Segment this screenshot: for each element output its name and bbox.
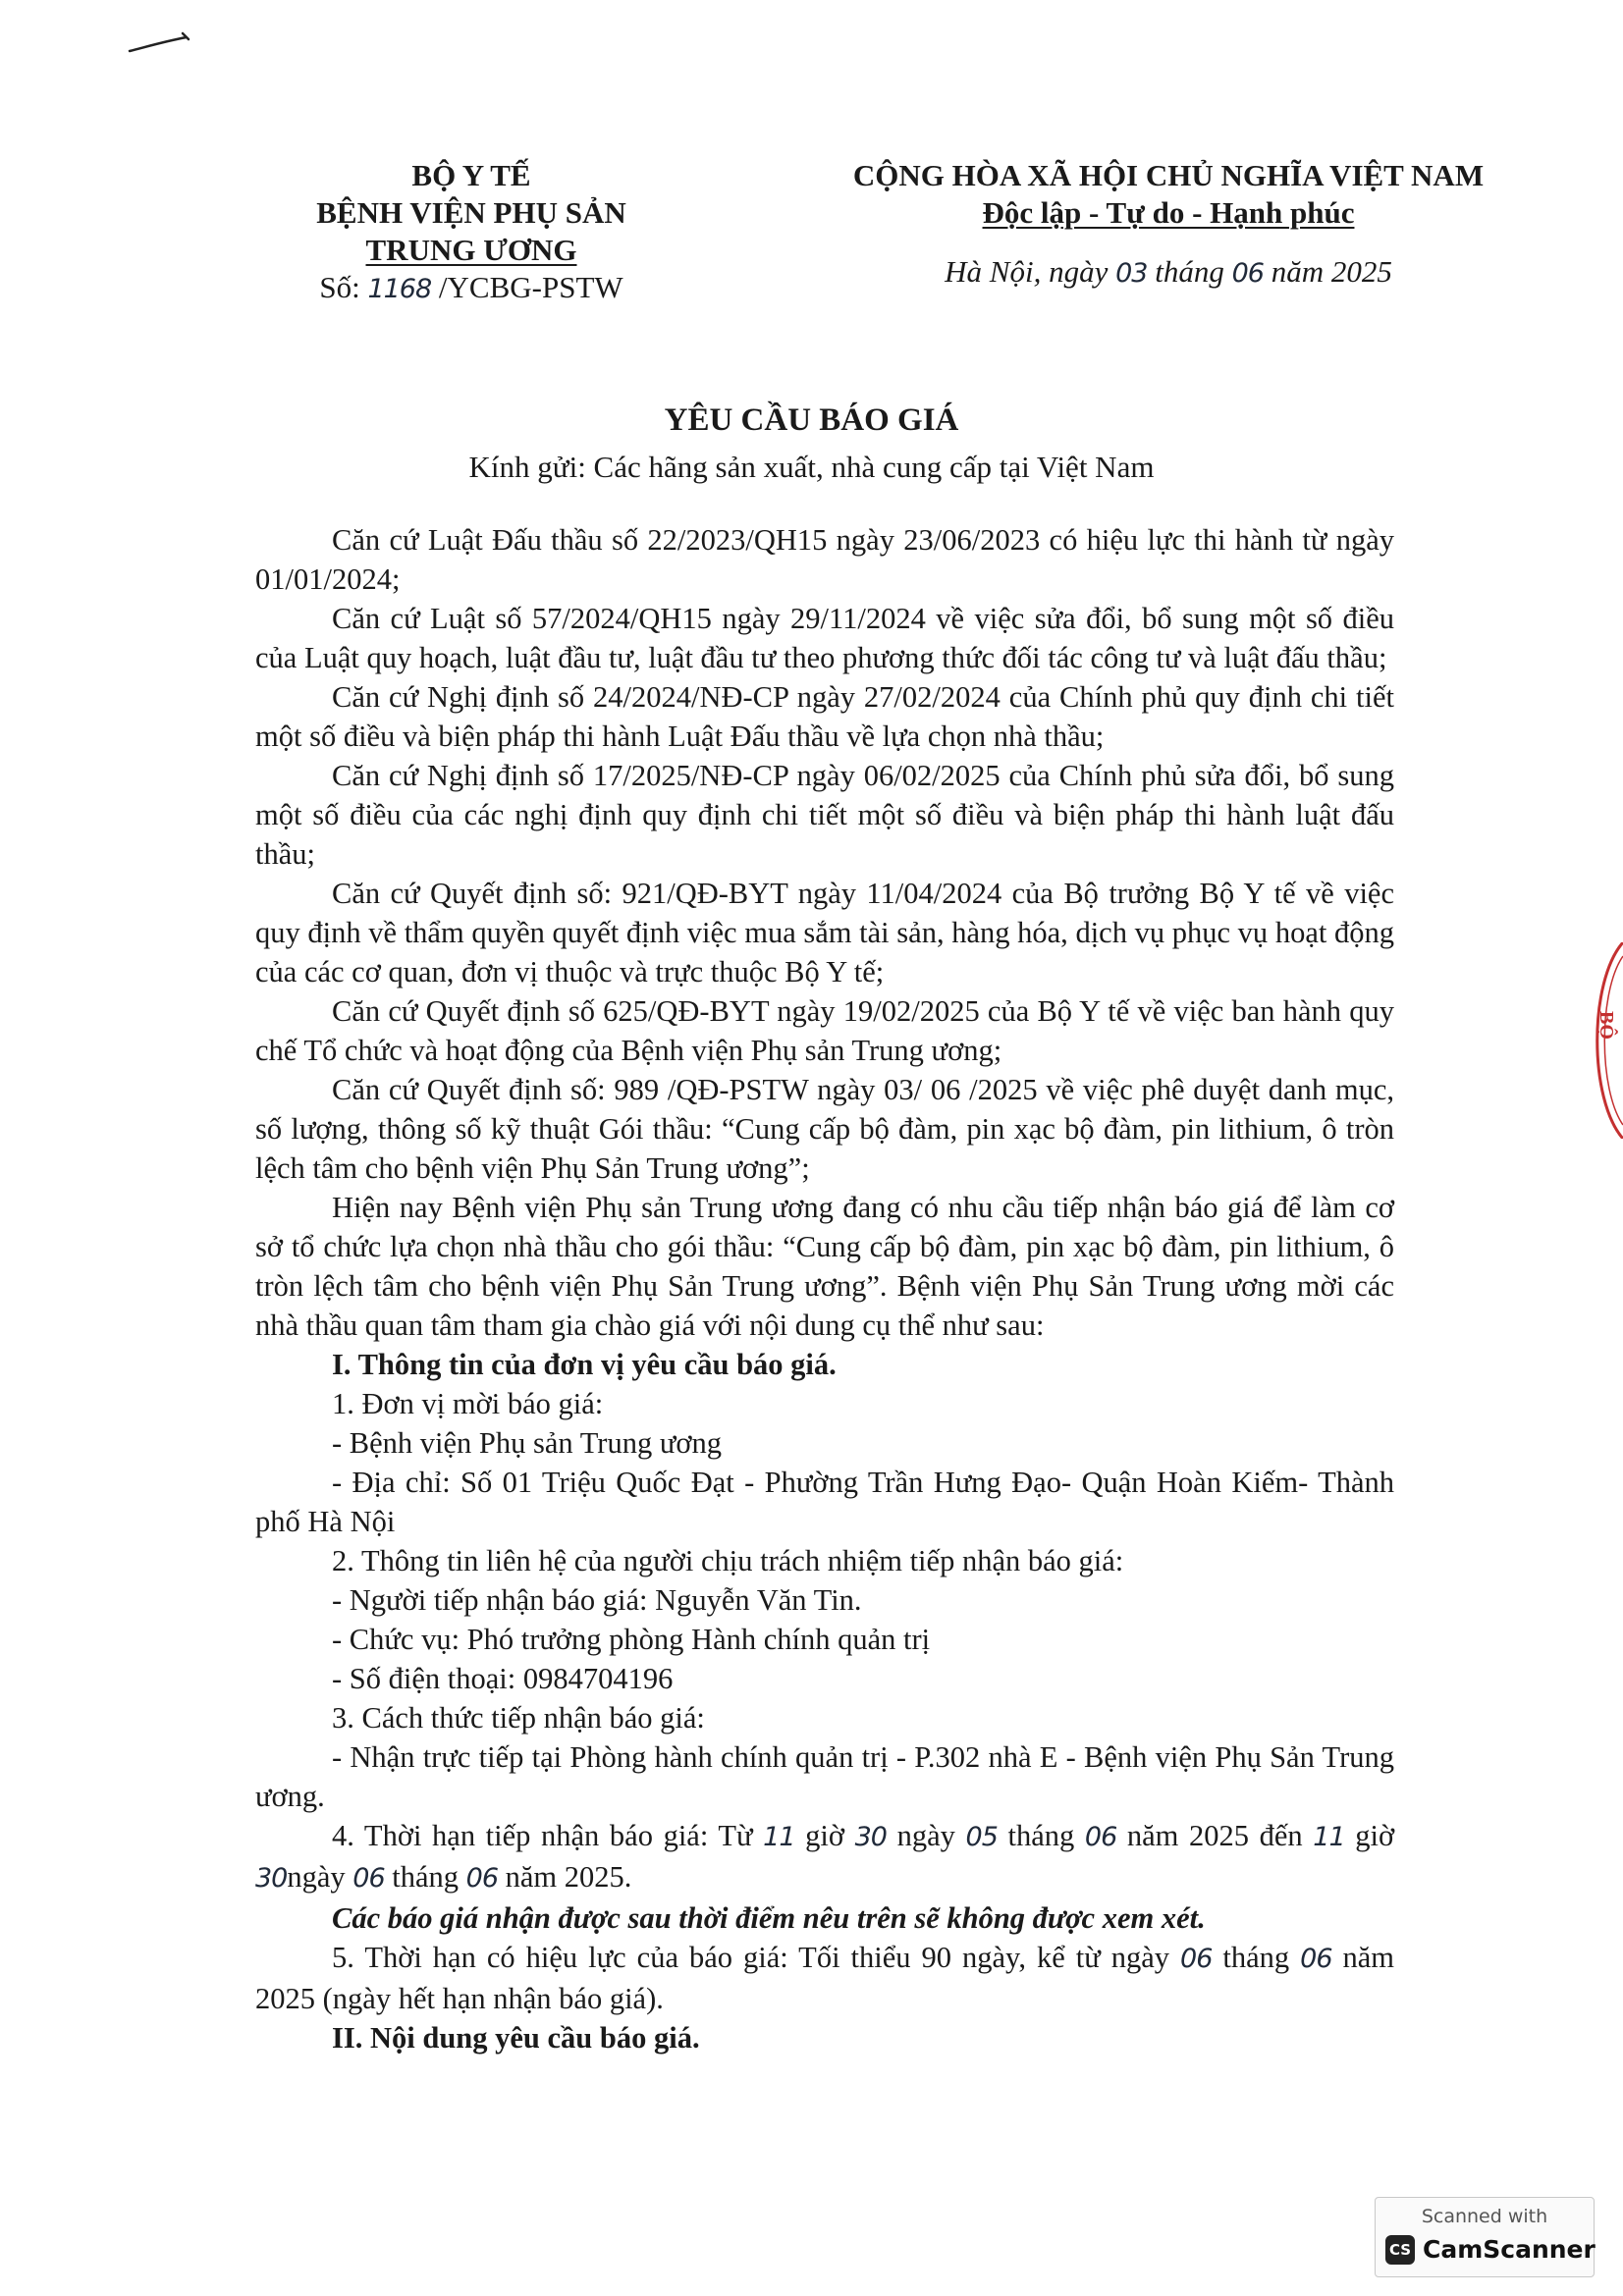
handwritten-hour: 11 [1313,1822,1345,1852]
scanned-with-label: Scanned with [1421,2206,1548,2227]
handwritten-day: 06 [1180,1944,1213,1974]
recipient-line: Kính gửi: Các hãng sản xuất, nhà cung cấp tại Việt Nam [468,450,1155,484]
intro-paragraph: Hiện nay Bệnh viện Phụ sản Trung ương đang có nhu cầu tiếp nhận báo giá để làm cơ sở tổ chức lựa chọn nhà thầu cho gói thầu: “Cung cấp bộ đàm, pin xạc bộ đàm, pin lithium, ô tròn lệch tâm cho bệnh viện Phụ Sản Trung ương”. Bệnh viện Phụ Sản Trung ương mời các nhà thầu quan tâm tham gia chào giá với nội dung cụ thể như sau: [255,1191,1394,1342]
document-title: YÊU CẦU BÁO GIÁ [664,402,959,438]
handwritten-minute: 30 [854,1822,887,1852]
receiving-method: - Nhận trực tiếp tại Phòng hành chính quản trị - P.302 nhà E - Bệnh viện Phụ Sản Trung ương. [255,1740,1394,1813]
hospital-name-line1: BỆNH VIỆN PHỤ SẢN [316,195,626,230]
issuing-agency-block [265,157,677,308]
document-body [255,520,1394,2057]
national-header-block [825,157,1512,293]
contact-position: - Chức vụ: Phó trưởng phòng Hành chính quản trị [332,1623,931,1656]
legal-basis-paragraph: Căn cứ Nghị định số 24/2024/NĐ-CP ngày 27/02/2024 của Chính phủ quy định chi tiết một số điều và biện pháp thi hành Luật Đấu thầu về lựa chọn nhà thầu; [255,680,1394,753]
handwritten-corner-mark [126,29,194,59]
legal-basis-paragraph: Căn cứ Quyết định số 625/QĐ-BYT ngày 19/02/2025 của Bộ Y tế về việc ban hành quy chế Tổ chức và hoạt động của Bệnh viện Phụ sản Trung ương; [255,994,1394,1067]
section-1-item-3: 3. Cách thức tiếp nhận báo giá: [332,1701,705,1735]
late-quote-note: Các báo giá nhận được sau thời điểm nêu trên sẽ không được xem xét. [332,1901,1206,1935]
ministry-name: BỘ Y TẾ [411,158,531,192]
handwritten-month: 06 [465,1863,499,1894]
contact-phone: - Số điện thoại: 0984704196 [332,1662,674,1695]
section-1-item-1: 1. Đơn vị mời báo giá: [332,1387,604,1420]
camscanner-brand: CamScanner [1423,2235,1596,2264]
section-1-heading: I. Thông tin của đơn vị yêu cầu báo giá. [332,1348,837,1381]
handwritten-month: 06 [1084,1822,1117,1852]
seal-text: BỘ [1596,1011,1617,1040]
section-1-item-5: 5. Thời hạn có hiệu lực của báo giá: Tối thiểu 90 ngày, kể từ ngày 06 tháng 06 năm 2025 (ngày hết hạn nhận báo giá). [255,1941,1395,2015]
contact-person: - Người tiếp nhận báo giá: Nguyễn Văn Tin. [332,1583,862,1617]
section-2-heading: II. Nội dung yêu cầu báo giá. [332,2021,700,2055]
legal-basis-paragraph: Căn cứ Luật Đấu thầu số 22/2023/QH15 ngày 23/06/2023 có hiệu lực thi hành từ ngày 01/01/2024; [255,523,1394,596]
nation-name: CỘNG HÒA XÃ HỘI CHỦ NGHĨA VIỆT NAM [852,158,1485,192]
handwritten-day: 05 [965,1822,998,1852]
national-motto: Độc lập - Tự do - Hạnh phúc [982,195,1355,230]
handwritten-hour: 11 [763,1822,795,1852]
handwritten-day: 06 [352,1863,385,1894]
date-month-handwritten: 06 [1231,258,1264,289]
date-day-handwritten: 03 [1115,258,1148,289]
requesting-unit: - Bệnh viện Phụ sản Trung ương [332,1426,722,1460]
camscanner-watermark [1375,2197,1595,2277]
legal-basis-paragraph: Căn cứ Quyết định số: 989 /QĐ-PSTW ngày 03/ 06 /2025 về việc phê duyệt danh mục, số lượng, thông số kỹ thuật Gói thầu: “Cung cấp bộ đàm, pin xạc bộ đàm, pin lithium, ô tròn lệch tâm cho bệnh viện Phụ Sản Trung ương”; [255,1073,1394,1185]
unit-address: - Địa chỉ: Số 01 Triệu Quốc Đạt - Phường Trần Hưng Đạo- Quận Hoàn Kiếm- Thành phố Hà Nội [255,1466,1394,1538]
camscanner-logo-icon: CS [1385,2235,1415,2265]
hospital-name-line2: TRUNG ƯƠNG [365,233,577,267]
document-number: Số: 1168 /YCBG-PSTW [319,270,623,304]
legal-basis-paragraph: Căn cứ Quyết định số: 921/QĐ-BYT ngày 11/04/2024 của Bộ trưởng Bộ Y tế về việc quy định về thẩm quyền quyết định việc mua sắm tài sản, hàng hóa, dịch vụ phục vụ hoạt động của các cơ quan, đơn vị thuộc và trực thuộc Bộ Y tế; [255,877,1394,988]
handwritten-month: 06 [1300,1944,1332,1974]
section-1-item-2: 2. Thông tin liên hệ của người chịu trách nhiệm tiếp nhận báo giá: [332,1544,1124,1577]
red-seal-fragment [1584,942,1623,1139]
legal-basis-paragraph: Căn cứ Luật số 57/2024/QH15 ngày 29/11/2024 về việc sửa đổi, bổ sung một số điều của Luật quy hoạch, luật đầu tư, luật đầu tư theo phương thức đối tác công tư và luật đấu thầu; [255,602,1394,674]
handwritten-minute: 30 [255,1863,288,1894]
document-number-handwritten: 1168 [367,274,432,304]
section-1-item-4: 4. Thời hạn tiếp nhận báo giá: Từ 11 giờ 30 ngày 05 tháng 06 năm 2025 đến 11 giờ 30ngày 06 tháng 06 năm 2025. [255,1819,1395,1894]
legal-basis-paragraph: Căn cứ Nghị định số 17/2025/NĐ-CP ngày 06/02/2025 của Chính phủ sửa đổi, bổ sung một số điều của các nghị định quy định chi tiết một số điều và biện pháp thi hành luật đấu thầu; [255,759,1394,871]
document-date: Hà Nội, ngày 03 tháng 06 năm 2025 [945,254,1392,289]
